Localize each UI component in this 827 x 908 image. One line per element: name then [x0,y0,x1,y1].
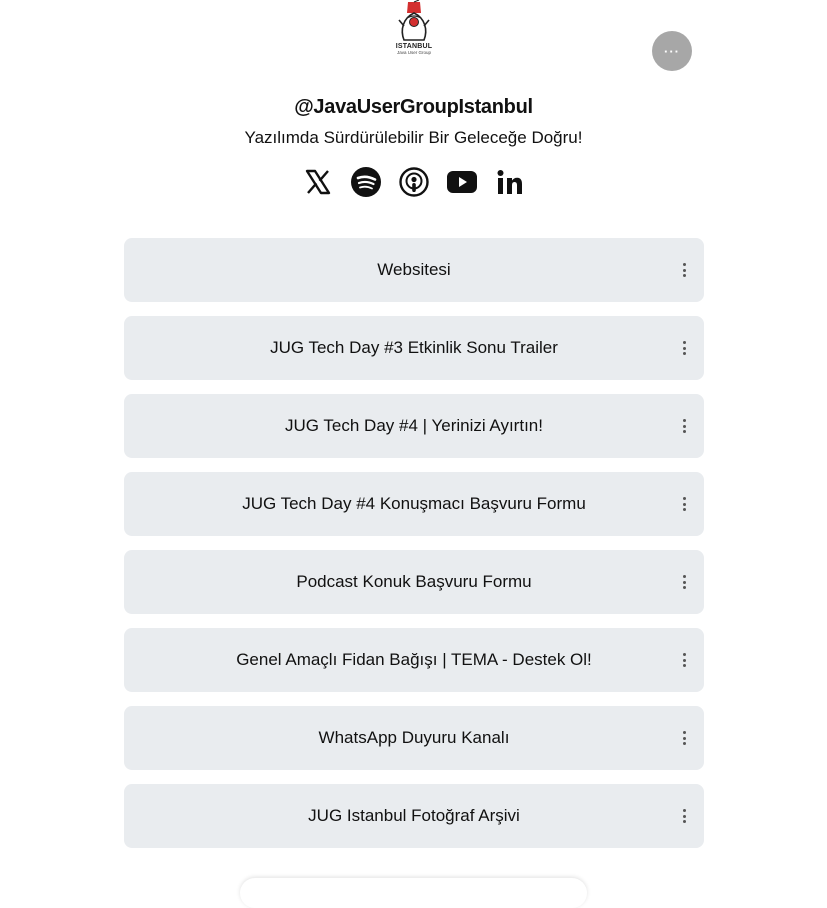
link-list [124,238,704,862]
link-label: JUG Tech Day #4 Konuşmacı Başvuru Formu [242,494,586,513]
x-icon[interactable] [302,166,334,198]
link-label: JUG Tech Day #4 | Yerinizi Ayırtın! [285,416,543,435]
link-label: Genel Amaçlı Fidan Bağışı | TEMA - Destek Ol! [236,650,592,669]
link-options-icon[interactable] [680,574,688,590]
link-label: Websitesi [377,260,451,279]
link-options-icon[interactable] [680,418,688,434]
link-options-icon[interactable] [680,340,688,356]
link-label: Podcast Konuk Başvuru Formu [296,572,532,591]
link-photo-archive[interactable] [124,784,704,848]
duke-mascot-icon [394,0,434,44]
link-speaker-application[interactable] [124,472,704,536]
profile-handle: @JavaUserGroupIstanbul [294,96,533,118]
link-options-icon[interactable] [680,730,688,746]
link-label: JUG Istanbul Fotoğraf Arşivi [308,806,520,825]
link-options-icon[interactable] [680,262,688,278]
link-tema-donation[interactable] [124,628,704,692]
link-whatsapp-channel[interactable] [124,706,704,770]
profile-bio: Yazılımda Sürdürülebilir Bir Geleceğe Doğru! [244,128,583,147]
link-label: JUG Tech Day #3 Etkinlik Sonu Trailer [270,338,558,357]
linkedin-icon[interactable] [494,166,526,198]
link-options-icon[interactable] [680,652,688,668]
more-options-button[interactable] [652,31,692,71]
more-options-label: ··· [664,43,680,59]
bottom-cta-pill[interactable] [240,878,587,908]
link-options-icon[interactable] [680,808,688,824]
link-podcast-guest-form[interactable] [124,550,704,614]
spotify-icon[interactable] [350,166,382,198]
jug-istanbul-logo [389,0,439,62]
link-label: WhatsApp Duyuru Kanalı [318,728,510,747]
link-websitesi[interactable] [124,238,704,302]
logo-title: ISTANBUL [395,43,433,50]
link-tech-day-4-reserve[interactable] [124,394,704,458]
podcast-icon[interactable] [398,166,430,198]
social-icons-row [302,164,526,200]
logo-subtitle: Java User Group [396,50,431,55]
link-tech-day-3-trailer[interactable] [124,316,704,380]
link-options-icon[interactable] [680,496,688,512]
youtube-icon[interactable] [446,166,478,198]
